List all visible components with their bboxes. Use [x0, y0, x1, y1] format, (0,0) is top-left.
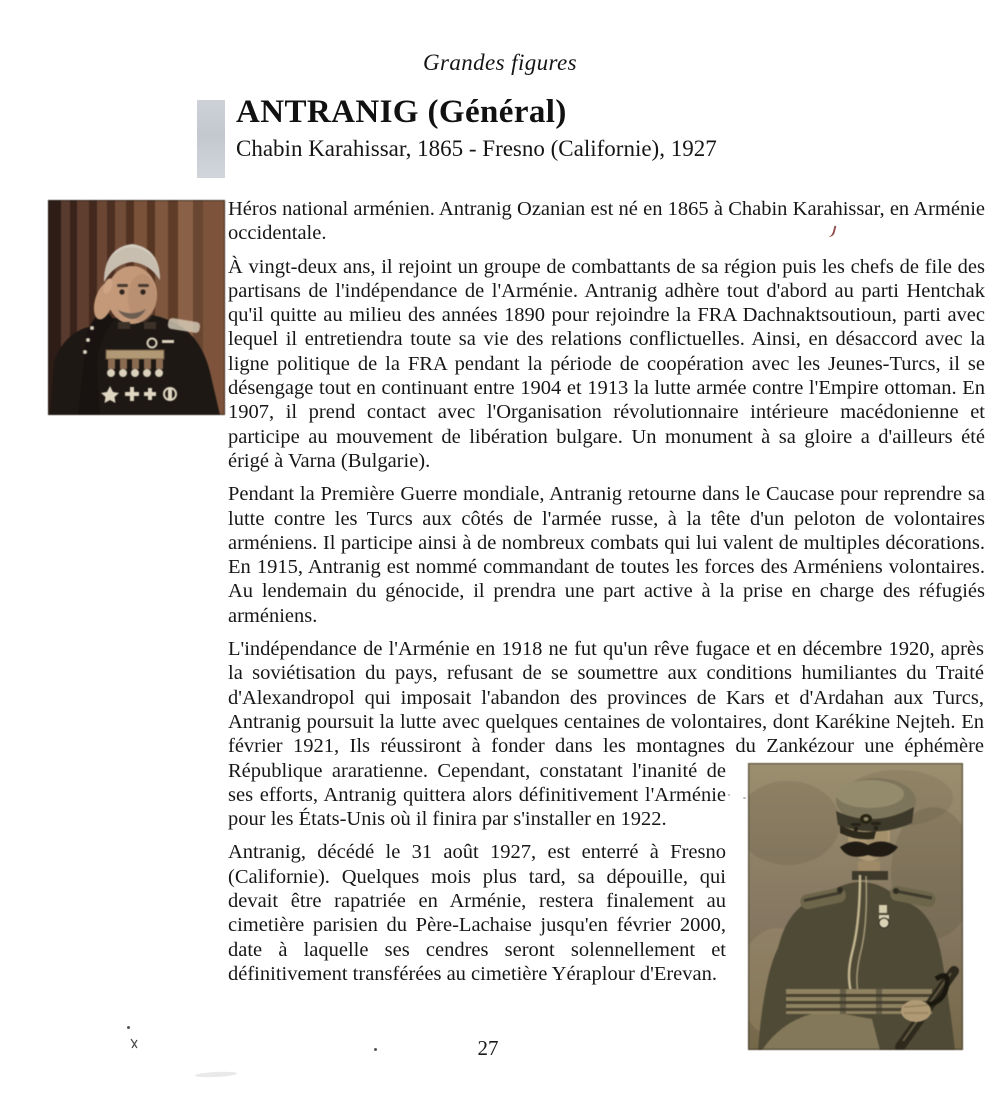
young-officer-illustration — [748, 763, 963, 1050]
elder-portrait-photo — [48, 200, 225, 415]
entry-title: ANTRANIG (Général) — [236, 94, 567, 130]
paragraph-4-text: L'indépendance de l'Arménie en 1918 ne fut qu'un rêve fugace et en décembre 1920, après la soviétisation du pays, refusant de se soumettre aux conditions humiliantes du Traité d'Alexandropol qui imposait l'abandon des provinces de Kars et d'Ardahan aux Turcs, Antranig poursuit la lutte avec quelques centaines de volontaires, dont Karékine Nejteh. En février 1921, Ils réussiront à fonder dans les montagnes du Zankézour une éphémère République araratienne. Cependant, constatant l'inanité de ses efforts, Antranig quittera alors définitivement l'Arménie pour les États-Unis où il finira par s'installer en 1922. — [228, 638, 984, 831]
running-header: Grandes figures — [422, 50, 577, 75]
biography-text — [228, 197, 985, 1058]
paragraph-4 — [228, 637, 985, 831]
section-marker-square — [197, 100, 225, 178]
scan-smudge — [195, 1071, 237, 1078]
paragraph-3 — [228, 482, 985, 628]
paragraph-1-text: Héros national arménien. Antranig Ozanian est né en 1865 à Chabin Karahissar, en Arménie occidentale. — [228, 198, 985, 245]
paragraph-2 — [228, 255, 985, 474]
page-number: 27 — [477, 1036, 499, 1060]
ink-speck — [728, 794, 730, 796]
paragraph-3-text: Pendant la Première Guerre mondiale, Antranig retourne dans le Caucase pour reprendre sa lutte contre les Turcs aux côtés de l'armée russe, à la tête d'un peloton de volontaires arméniens. Il participe ainsi à de nombreux combats qui lui valent de multiples décorations. En 1915, Antranig est nommé commandant de toutes les forces des Arméniens volontaires. Au lendemain du génocide, il prendra une part active à la prise en charge des réfugiés arméniens. — [228, 483, 985, 627]
paragraph-1 — [228, 197, 985, 246]
ink-speck — [127, 1026, 130, 1029]
entry-subtitle: Chabin Karahissar, 1865 - Fresno (Californie), 1927 — [236, 136, 717, 161]
ink-speck — [743, 797, 746, 799]
young-officer-photo — [748, 763, 963, 1050]
paragraph-2-text: À vingt-deux ans, il rejoint un groupe de combattants de sa région puis les chefs de file des partisans de l'indépendance de l'Arménie. Antranig adhère tout d'abord au parti Hentchak qu'il quitte au milieu des années 1890 pour rejoindre la FRA Dachnaktsoutioun, parti avec lequel il entretiendra toute sa vie des relations conflictuelles. Ainsi, en désaccord avec la ligne politique de la FRA pendant la période de coopération avec les Jeunes-Turcs, il se désengage tout en continuant entre 1904 et 1913 la lutte armée contre l'Empire ottoman. En 1907, il prend contact avec l'Organisation révolutionnaire intérieure macédonienne et participe au mouvement de libération bulgare. Un monument à sa gloire a d'ailleurs été érigé à Varna (Bulgarie). — [228, 255, 985, 472]
photo-float-spacer — [984, 637, 985, 763]
paragraph-5-text: Antranig, décédé le 31 août 1927, est enterré à Fresno (Californie). Quelques mois plus tard, sa dépouille, qui devait être rapatriée en Arménie, restera finalement au cimetière parisien du Père-Lachaise jusqu'en février 2000, date à laquelle ses cendres seront solennellement et définitivement transférées au cimetière Yéraplour d'Erevan. — [228, 841, 726, 985]
elder-portrait-illustration — [48, 200, 225, 415]
